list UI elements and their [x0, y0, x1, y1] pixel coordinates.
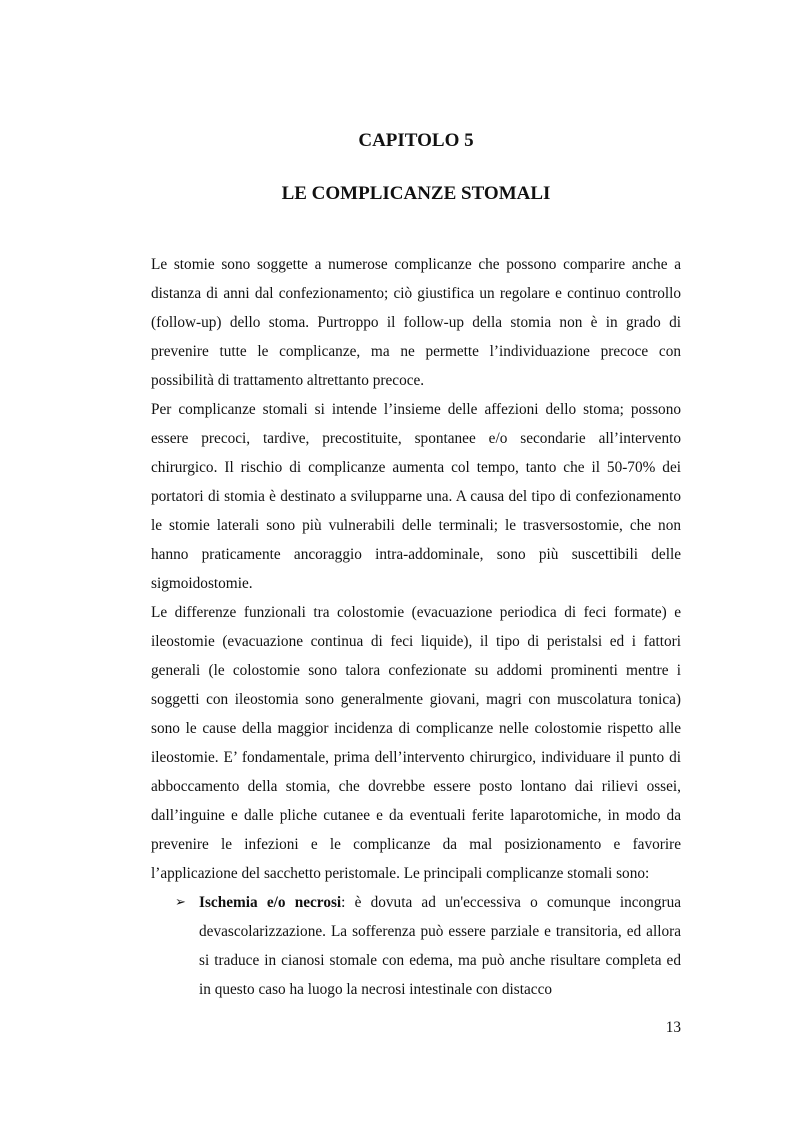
page-number: 13	[665, 1019, 681, 1036]
paragraph: Le differenze funzionali tra colostomie (evacuazione periodica di feci formate) e ileostomie (evacuazione continua di feci liquide), il tipo di peristalsi ed i fattori generali (le colostomie sono talora confezionate su addomi prominenti mentre i soggetti con ileostomia sono generalmente giovani, magri con muscolatura tonica) sono le cause della maggior incidenza di complicanze nelle colostomie rispetto alle ileostomie. E’ fondamentale, prima dell’intervento chirurgico, individuare il punto di abboccamento della stomia, che dovrebbe essere posto lontano dai rilievi ossei, dall’inguine e dalle pliche cutanee e da eventuali ferite laparotomiche, in modo da prevenire le infezioni e le complicanze da mal posizionamento e favorire l’applicazione del sacchetto peristomale. Le principali complicanze stomali sono:	[151, 604, 681, 882]
paragraph: Per complicanze stomali si intende l’insieme delle affezioni dello stoma; possono essere precoci, tardive, precostituite, spontanee e/o secondarie all’intervento chirurgico. Il rischio di complicanze aumenta col tempo, tanto che il 50-70% dei portatori di stomia è destinato a svilupparne una. A causa del tipo di confezionamento le stomie laterali sono più vulnerabili delle terminali; le trasversostomie, che non hanno praticamente ancoraggio intra-addominale, sono più suscettibili delle sigmoidostomie.	[151, 401, 681, 592]
list-item	[151, 888, 681, 1004]
list-item-term: Ischemia e/o necrosi	[199, 894, 342, 911]
chapter-heading: CAPITOLO 5	[358, 130, 474, 151]
complications-list	[151, 888, 681, 1004]
body-text	[151, 250, 681, 1004]
list-item-text: : è dovuta ad un'eccessiva o comunque incongrua devascolarizzazione. La sofferenza può essere parziale e transitoria, ed allora si traduce in cianosi stomale con edema, ma può anche risultare completa ed in questo caso ha luogo la necrosi intestinale con distacco	[199, 894, 682, 998]
arrow-bullet-icon: ➢	[175, 895, 186, 910]
chapter-title: LE COMPLICANZE STOMALI	[281, 183, 551, 204]
paragraph: Le stomie sono soggette a numerose complicanze che possono comparire anche a distanza di anni dal confezionamento; ciò giustifica un regolare e continuo controllo (follow-up) dello stoma. Purtroppo il follow-up della stomia non è in grado di prevenire tutte le complicanze, ma ne permette l’individuazione precoce con possibilità di trattamento altrettanto precoce.	[151, 256, 681, 389]
